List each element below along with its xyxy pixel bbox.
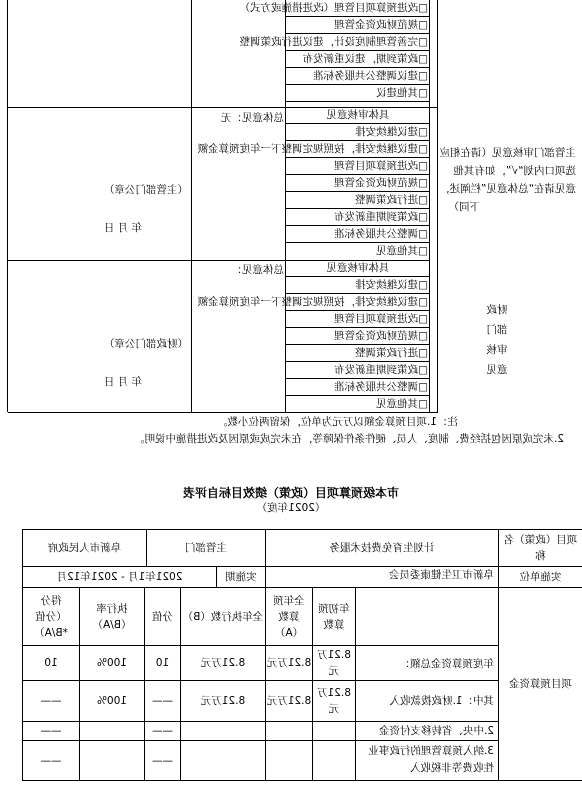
list-item[interactable]: □完善管理制度设计，建议进行政策调整 [286,34,430,51]
table-row-label: 其中：1.财政拨款收入 [355,680,499,722]
note-line: 下同） [448,201,480,213]
table-cell: 8.21万元 [312,645,356,681]
list-item[interactable]: □改进预算项目管理 [286,311,430,328]
list-item[interactable]: □调整公共服务标准 [286,379,430,396]
table-row-label: 2.中央、省转移支付资金 [355,721,499,741]
list-item[interactable]: □进行政策调整 [286,192,430,209]
dept-date: 年 月 日 [103,222,142,234]
specific-opinion-header: 具体审核意见 [286,260,430,277]
table-cell: —— [144,680,181,722]
unit-label: 实施单位 [498,566,582,588]
table-cell: 100% [79,645,145,681]
list-item[interactable]: □改进预算项目管理 [286,158,430,175]
table-cell: 10 [22,645,80,681]
dept-label: 主管部门 [146,529,266,567]
table-cell: —— [22,721,80,741]
col-header-item [355,587,499,646]
table-cell: 8.21万元 [312,680,356,722]
table-cell: 10 [144,645,181,681]
list-item[interactable]: □建议调整公共服务标准 [286,68,430,85]
list-item[interactable]: □规范财政资金管理 [286,17,430,34]
list-item[interactable]: □进行政策调整 [286,345,430,362]
table-cell: 8.21万元 [180,680,266,722]
table-cell [180,740,266,781]
specific-opinion-header: 具体审核意见 [286,107,430,124]
period-label: 实施期 [216,566,266,588]
finance-review-label: 财政 部门 审核 意见 [486,304,508,376]
dept-value: 阜新市人民政府 [22,529,147,567]
list-item[interactable]: □调整公共服务标准 [286,226,430,243]
suggestion-list [239,0,430,102]
note-line-2: 2.未完成原因包括经费、制度、人员、硬件条件保障等，在未完成或原因及改进措施中说明。 [133,433,564,445]
dept-review-note [436,144,576,216]
table-cell [79,740,145,781]
table-row-label: 3.纳入预算管理的行政事业性收费等非税收入 [355,740,499,781]
table-cell [265,740,313,781]
period-value: 2021年1月 - 2021年12月 [22,566,217,588]
list-item[interactable]: □规范财政资金管理 [286,328,430,345]
table-cell: 8.21万元 [180,645,266,681]
project-name: 计划生育免费技术服务 [265,529,499,567]
col-header-score: 得分（分值*B/A） [22,587,80,646]
col-header-execution-rate: 执行率（B/A） [79,587,145,646]
table-cell: 100% [79,680,145,722]
project-name-label: 项目（政策）名称 [498,529,582,567]
list-item[interactable]: □其他建议 [286,85,430,102]
table-row-label: 年度预算资金总额： [355,645,499,681]
note-line: 选项口内划“√”，如有其他 [453,165,576,177]
note-line: 主管部门审核意见（请在相应 [439,147,576,159]
table-cell [265,721,313,741]
col-header-annual-execution: 全年执行数（B） [180,587,266,646]
page-subtitle: （2021年度） [256,502,326,514]
finance-date: 年 月 日 [103,376,142,388]
col-header-score-weight: 分值 [144,587,181,646]
overall-opinion-label: 总体意见：无 [221,112,284,124]
table-cell: 8.21万元 [265,680,313,722]
list-item[interactable]: □政策到期，建议重新发布 [286,51,430,68]
table-cell: —— [22,740,80,781]
page-title: 市本级预算项目（政策）绩效目标自评表 [183,486,400,500]
overall-opinion-label: 总体意见： [231,264,284,276]
table-cell [312,721,356,741]
note-line: 意见请在“总体意见”栏阐述， [439,183,576,195]
table-cell [180,721,266,741]
budget-label: 项目预算资金 [498,587,582,781]
list-item[interactable]: □其他意见 [376,245,428,257]
table-cell: —— [144,740,181,781]
col-header-initial-budget: 年初预算数 [312,587,356,646]
list-item[interactable]: □改进预算项目管理（改进措施或方式） [286,0,430,17]
list-item[interactable]: □政策到期重新发布 [286,209,430,226]
list-item[interactable]: □建议继续安排 [286,277,430,294]
table-cell [312,740,356,781]
table-cell: —— [22,680,80,722]
col-header-annual-budget: 全年预算数（A） [265,587,313,646]
list-item[interactable]: □其他意见 [376,398,428,410]
table-cell: 8.21万元 [265,645,313,681]
dept-seal: （主管部门公章） [104,184,188,196]
list-item[interactable]: □规范财政资金管理 [286,175,430,192]
list-item[interactable]: □建议继续安排，按照规定调整下一年度预算金额 [286,294,430,311]
note-line-1: 注：1.项目预算金额以万元为单位，保留两位小数。 [216,416,458,428]
table-cell [79,721,145,741]
list-item[interactable]: □建议继续安排 [286,124,430,141]
table-cell: —— [144,721,181,741]
unit-value: 阜新市卫生健康委员会 [265,566,499,588]
list-item[interactable]: □政策到期重新发布 [286,362,430,379]
list-item[interactable]: □建议继续安排，按照规定调整下一年度预算金额 [286,141,430,158]
finance-seal: （财政部门公章） [104,338,188,350]
